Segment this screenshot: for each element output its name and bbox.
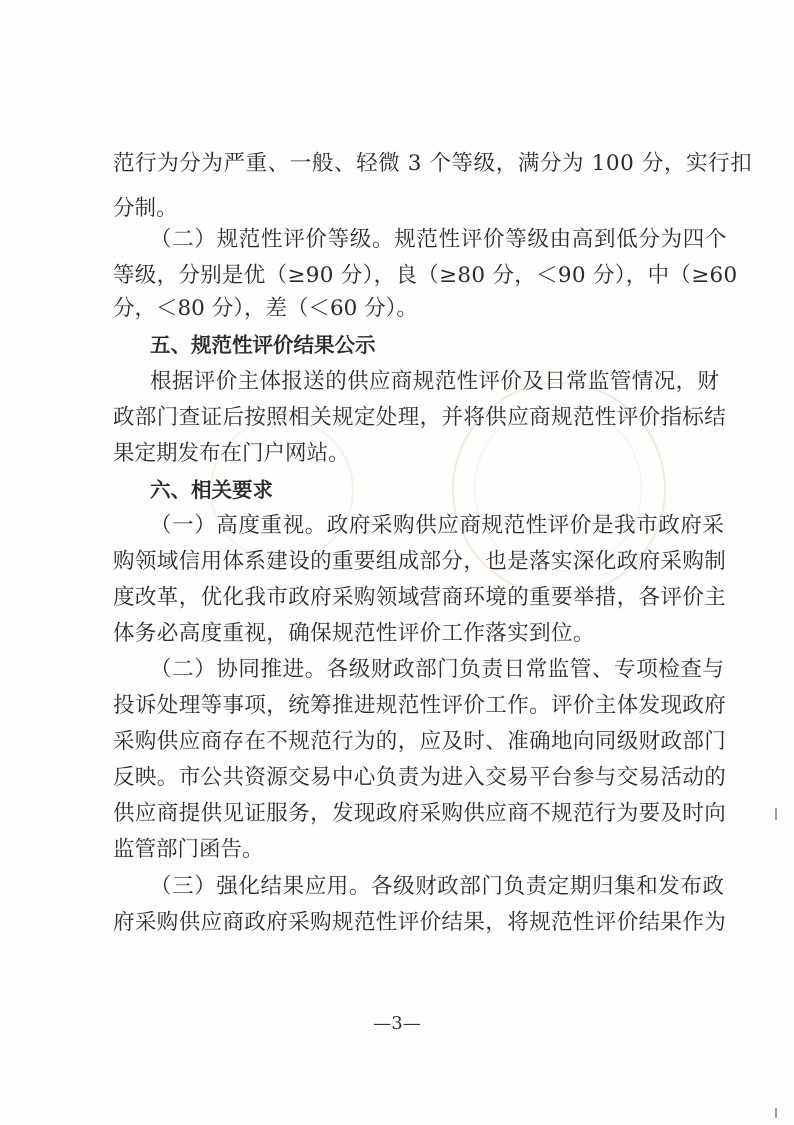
text-line-16: 投诉处理等事项，统筹推进规范性评价工作。评价主体发现政府 (113, 693, 727, 718)
text-line-12: 购领域信用体系建设的重要组成部分，也是落实深化政府采购制 (113, 549, 727, 574)
text-line-14: 体务必高度重视，确保规范性评价工作落实到位。 (113, 621, 595, 646)
text-line-13: 度改革，优化我市政府采购领域营商环境的重要举措，各评价主 (113, 585, 727, 610)
text-line-17: 采购供应商存在不规范行为的，应及时、准确地向同级财政部门 (113, 729, 727, 754)
text-line-9: 果定期发布在门户网站。 (113, 441, 350, 466)
text-line-1: 范行为分为严重、一般、轻微 3 个等级，满分为 100 分，实行扣 (113, 151, 753, 176)
page-number: —3— (373, 1013, 421, 1034)
section-heading-6: 六、相关要求 (150, 478, 273, 502)
text-line-11: （一）高度重视。政府采购供应商规范性评价是我市政府采 (150, 513, 725, 538)
text-line-8: 政部门查证后按照相关规定处理，并将供应商规范性评价指标结 (113, 405, 727, 430)
text-line-7: 根据评价主体报送的供应商规范性评价及日常监管情况，财 (150, 369, 720, 394)
scan-speck (775, 1108, 777, 1118)
text-line-3: （二）规范性评价等级。规范性评价等级由高到低分为四个 (150, 227, 728, 252)
text-line-21: （三）强化结果应用。各级财政部门负责定期归集和发布政 (150, 874, 725, 899)
scan-speck (775, 808, 777, 820)
text-line-22: 府采购供应商政府采购规范性评价结果，将规范性评价结果作为 (113, 910, 727, 935)
text-line-15: （二）协同推进。各级财政部门负责日常监管、专项检查与 (150, 657, 725, 682)
section-heading-5: 五、规范性评价结果公示 (150, 333, 376, 357)
text-line-18: 反映。市公共资源交易中心负责为进入交易平台参与交易活动的 (113, 765, 727, 790)
text-line-19: 供应商提供见证服务，发现政府采购供应商不规范行为要及时向 (113, 801, 727, 826)
text-line-5: 分，＜80 分），差（＜60 分）。 (113, 296, 418, 321)
text-line-2: 分制。 (113, 196, 178, 221)
text-line-20: 监管部门函告。 (113, 837, 264, 862)
text-line-4: 等级，分别是优（≥90 分），良（≥80 分，＜90 分），中（≥60 (113, 263, 738, 288)
